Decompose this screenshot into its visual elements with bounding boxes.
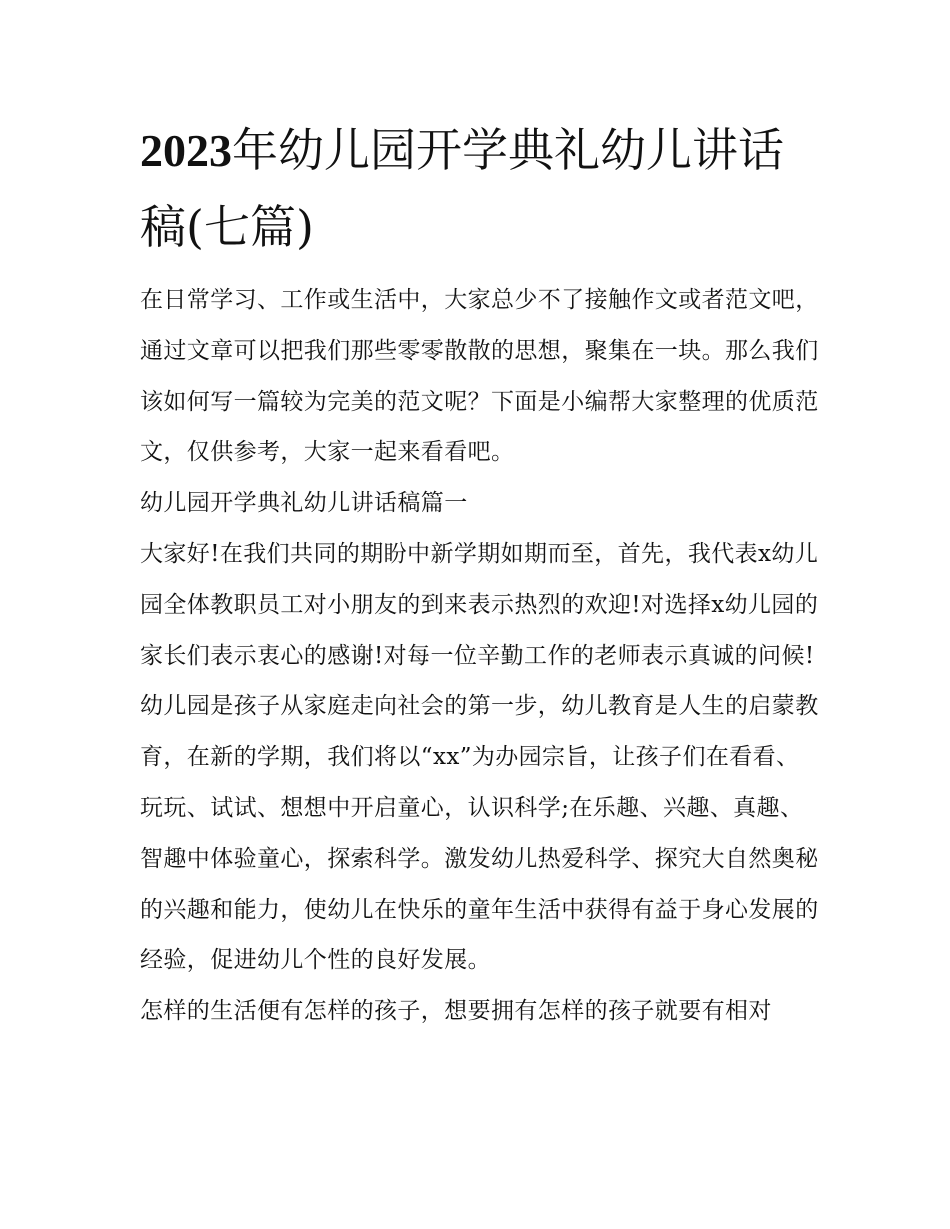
title-text: 年幼儿园开学典礼幼儿讲话稿(七篇)	[140, 123, 784, 254]
title-year: 2023	[140, 125, 232, 176]
document-title	[140, 112, 820, 265]
intro-paragraph: 在日常学习、工作或生活中，大家总少不了接触作文或者范文吧，通过文章可以把我们那些零零散散的思想，聚集在一块。那么我们该如何写一篇较为完美的范文呢？下面是小编帮大家整理的优质范文，仅供参考，大家一起来看看吧。	[140, 287, 819, 466]
closing-paragraph: 怎样的生活便有怎样的孩子，想要拥有怎样的孩子就要有相对	[140, 998, 772, 1025]
document-body	[140, 275, 820, 1037]
greeting-paragraph: 大家好!在我们共同的期盼中新学期如期而至，首先，我代表x幼儿园全体教职员工对小朋友的到来表示热烈的欢迎!对选择x幼儿园的家长们表示衷心的感谢!对每一位辛勤工作的老师表示真诚的问候!	[140, 540, 819, 669]
section-heading: 幼儿园开学典礼幼儿讲话稿篇一	[140, 490, 468, 517]
education-paragraph: 幼儿园是孩子从家庭走向社会的第一步，幼儿教育是人生的启蒙教育，在新的学期，我们将以“xx”为办园宗旨，让孩子们在看看、玩玩、试试、想想中开启童心，认识科学;在乐趣、兴趣、真趣、智趣中体验童心，探索科学。激发幼儿热爱科学、探究大自然奥秘的兴趣和能力，使幼儿在快乐的童年生活中获得有益于身心发展的经验，促进幼儿个性的良好发展。	[140, 693, 819, 974]
